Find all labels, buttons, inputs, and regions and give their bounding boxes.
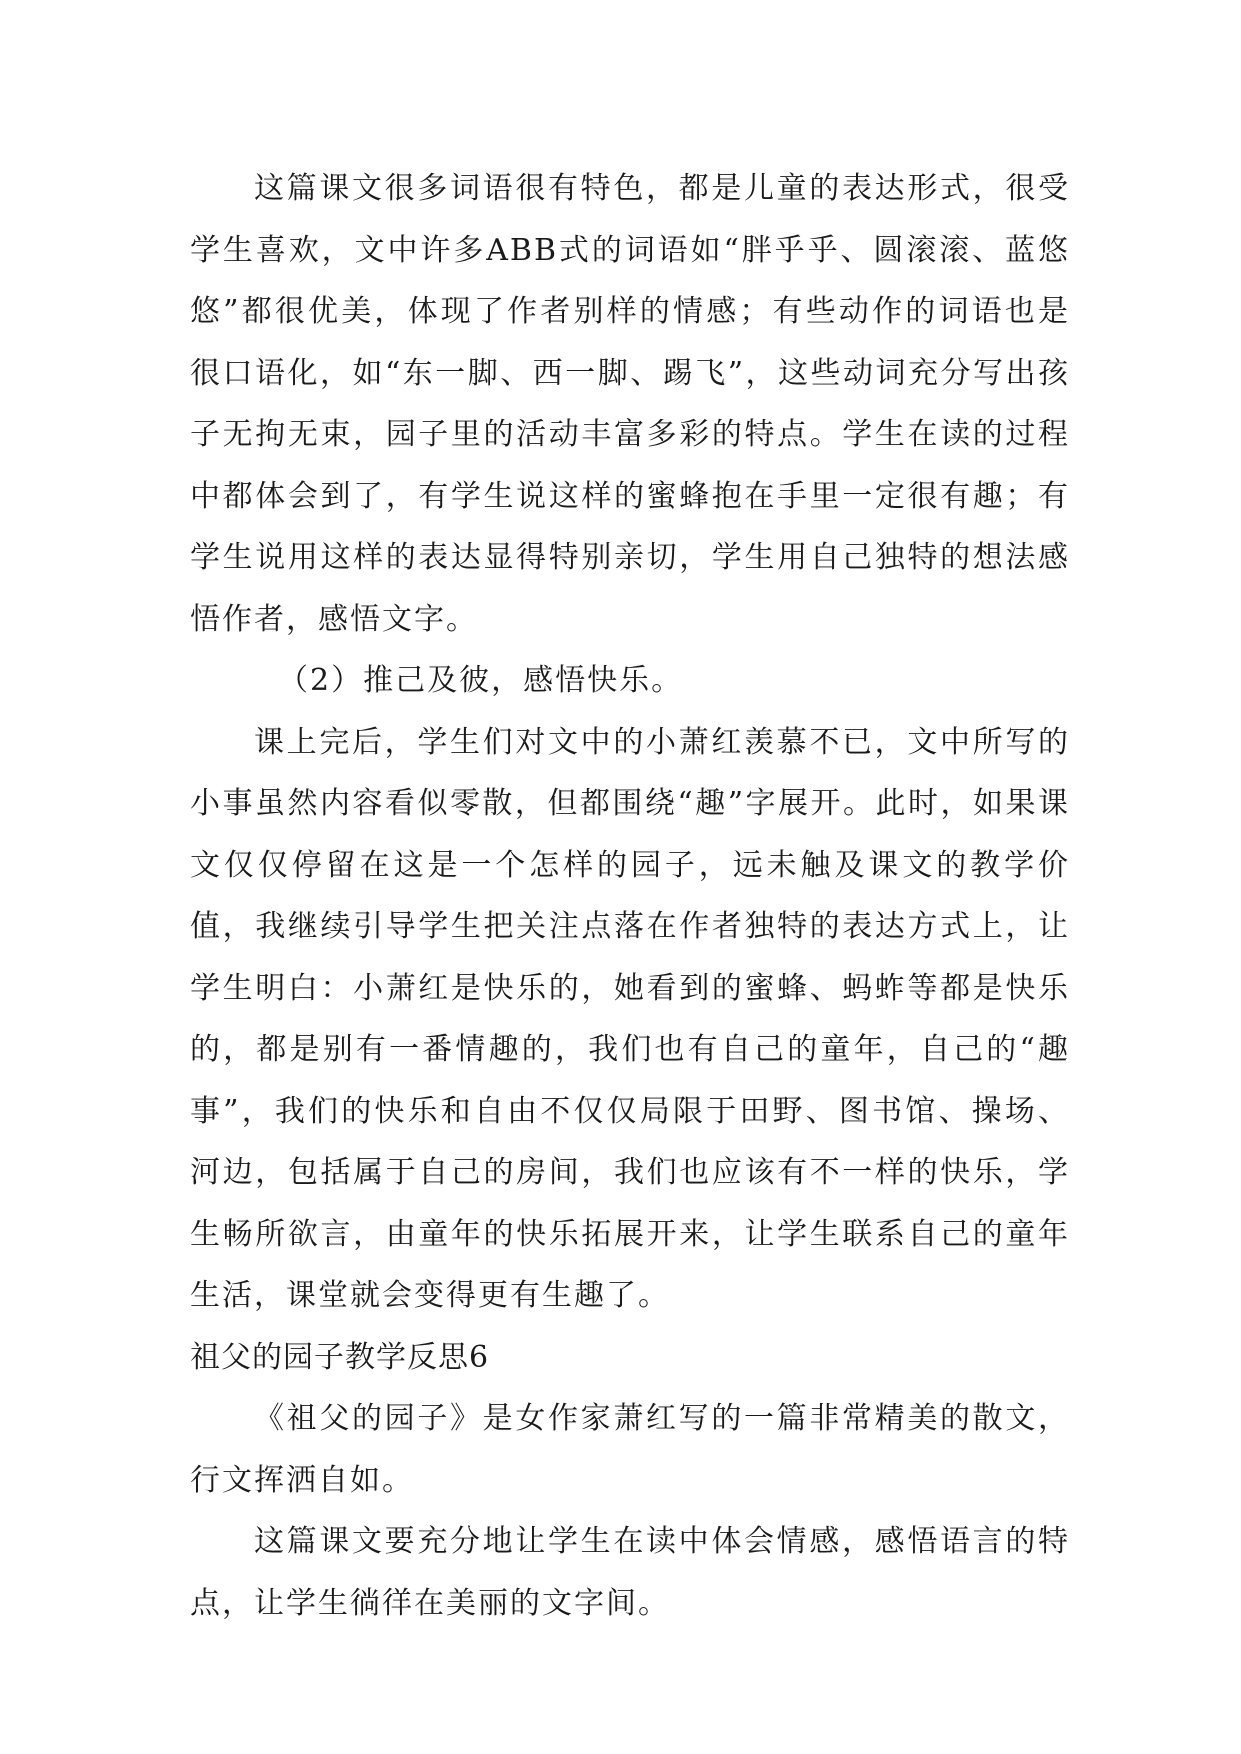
section-title: 祖父的园子教学反思6	[190, 1339, 490, 1375]
paragraph-intro-essay: 《祖父的园子》是女作家萧红写的一篇非常精美的散文，行文挥洒自如。	[190, 1401, 1070, 1498]
paragraph-reading-emotion: 这篇课文要充分地让学生在读中体会情感，感悟语言的特点，让学生徜徉在美丽的文字间。	[190, 1524, 1070, 1621]
paragraph-after-class: 课上完后，学生们对文中的小萧红羡慕不已，文中所写的小事虽然内容看似零散，但都围绕“趣”字展开。此时，如果课文仅仅停留在这是一个怎样的园子，远未触及课文的教学价值，我继续引导学生把关注点落在作者独特的表达方式上，让学生明白：小萧红是快乐的，她看到的蜜蜂、蚂蚱等都是快乐的，都是别有一番情趣的，我们也有自己的童年，自己的“趣事”，我们的快乐和自由不仅仅局限于田野、图书馆、操场、河边，包括属于自己的房间，我们也应该有不一样的快乐，学生畅所欲言，由童年的快乐拓展开来，让学生联系自己的童年生活，课堂就会变得更有生趣了。	[190, 724, 1070, 1313]
paragraph-word-features: 这篇课文很多词语很有特色，都是儿童的表达形式，很受学生喜欢，文中许多ABB式的词语如“胖乎乎、圆滚滚、蓝悠悠”都很优美，体现了作者别样的情感；有些动作的词语也是很口语化，如“东一脚、西一脚、踢飞”，这些动词充分写出孩子无拘无束，园子里的活动丰富多彩的特点。学生在读的过程中都体会到了，有学生说这样的蜜蜂抱在手里一定很有趣；有学生说用这样的表达显得特别亲切，学生用自己独特的想法感悟作者，感悟文字。	[190, 171, 1070, 637]
subheading-empathy-joy: （2）推己及彼，感悟快乐。	[278, 663, 684, 698]
document-body	[190, 158, 1070, 1634]
